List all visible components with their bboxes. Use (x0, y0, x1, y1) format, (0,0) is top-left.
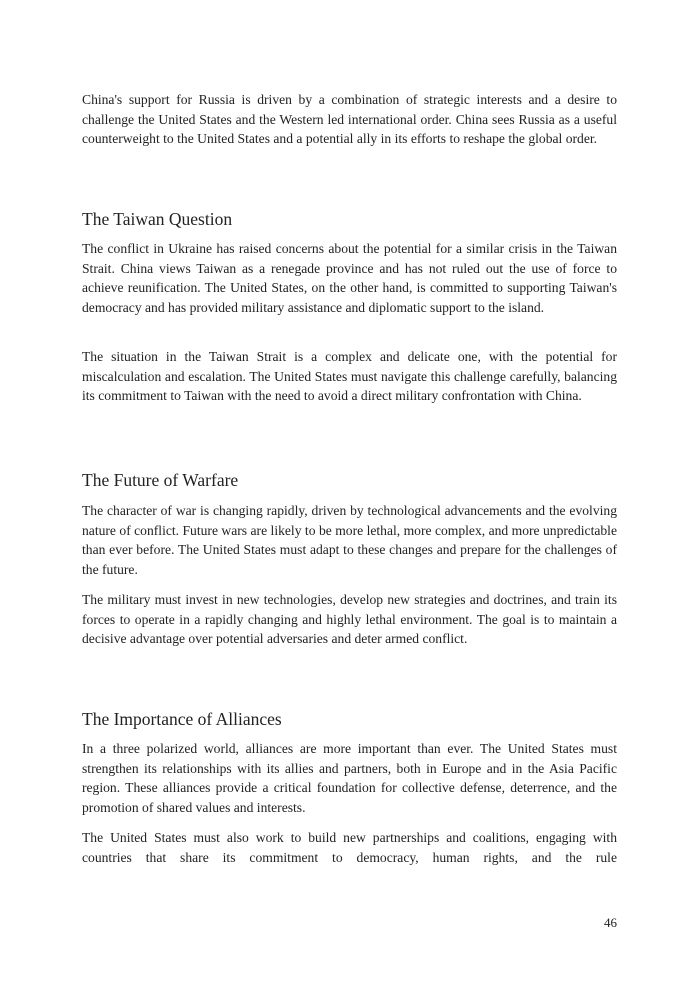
paragraph: The military must invest in new technologies, develop new strategies and doctrines, and train its forces to operate in a rapidly changing and highly lethal environment. The goal is to maintain a decisive advantage over potential adversaries and deter armed conflict. (82, 592, 617, 647)
section-body (82, 590, 617, 649)
section-body (82, 347, 617, 406)
page-number: 46 (604, 915, 617, 930)
section-body (82, 501, 617, 579)
section-heading: The Taiwan Question (82, 209, 233, 229)
section-body (82, 239, 617, 317)
paragraph: The conflict in Ukraine has raised concerns about the potential for a similar crisis in the Taiwan Strait. China views Taiwan as a renegade province and has not ruled out the use of force to achieve reunification. The United States, on the other hand, is committed to supporting Taiwan's democracy and has provided military assistance and diplomatic support to the island. (82, 241, 617, 315)
section-heading: The Importance of Alliances (82, 709, 282, 729)
section-future-of-warfare (82, 469, 617, 491)
paragraph: In a three polarized world, alliances are more important than ever. The United States must strengthen its relationships with its allies and partners, both in Europe and in the Asia Pacific region. These alliances provide a critical foundation for collective defense, deterrence, and the promotion of shared values and interests. (82, 741, 617, 815)
section-body (82, 828, 617, 867)
paragraph: The United States must also work to build new partnerships and coalitions, engaging with countries that share its commitment to democracy, human rights, and the rule (82, 830, 617, 865)
intro-block (82, 90, 617, 149)
paragraph: The situation in the Taiwan Strait is a complex and delicate one, with the potential for miscalculation and escalation. The United States must navigate this challenge carefully, balancing its commitment to Taiwan with the need to avoid a direct military confrontation with China. (82, 349, 617, 404)
section-importance-of-alliances (82, 708, 617, 730)
paragraph: The character of war is changing rapidly, driven by technological advancements and the evolving nature of conflict. Future wars are likely to be more lethal, more complex, and more unpredictable than ever before. The United States must adapt to these changes and prepare for the challenges of the future. (82, 503, 617, 577)
section-taiwan-question (82, 208, 617, 230)
section-body (82, 739, 617, 817)
section-heading: The Future of Warfare (82, 470, 239, 490)
paragraph: China's support for Russia is driven by a combination of strategic interests and a desire to challenge the United States and the Western led international order. China sees Russia as a useful counterweight to the United States and a potential ally in its efforts to reshape the global order. (82, 92, 617, 147)
